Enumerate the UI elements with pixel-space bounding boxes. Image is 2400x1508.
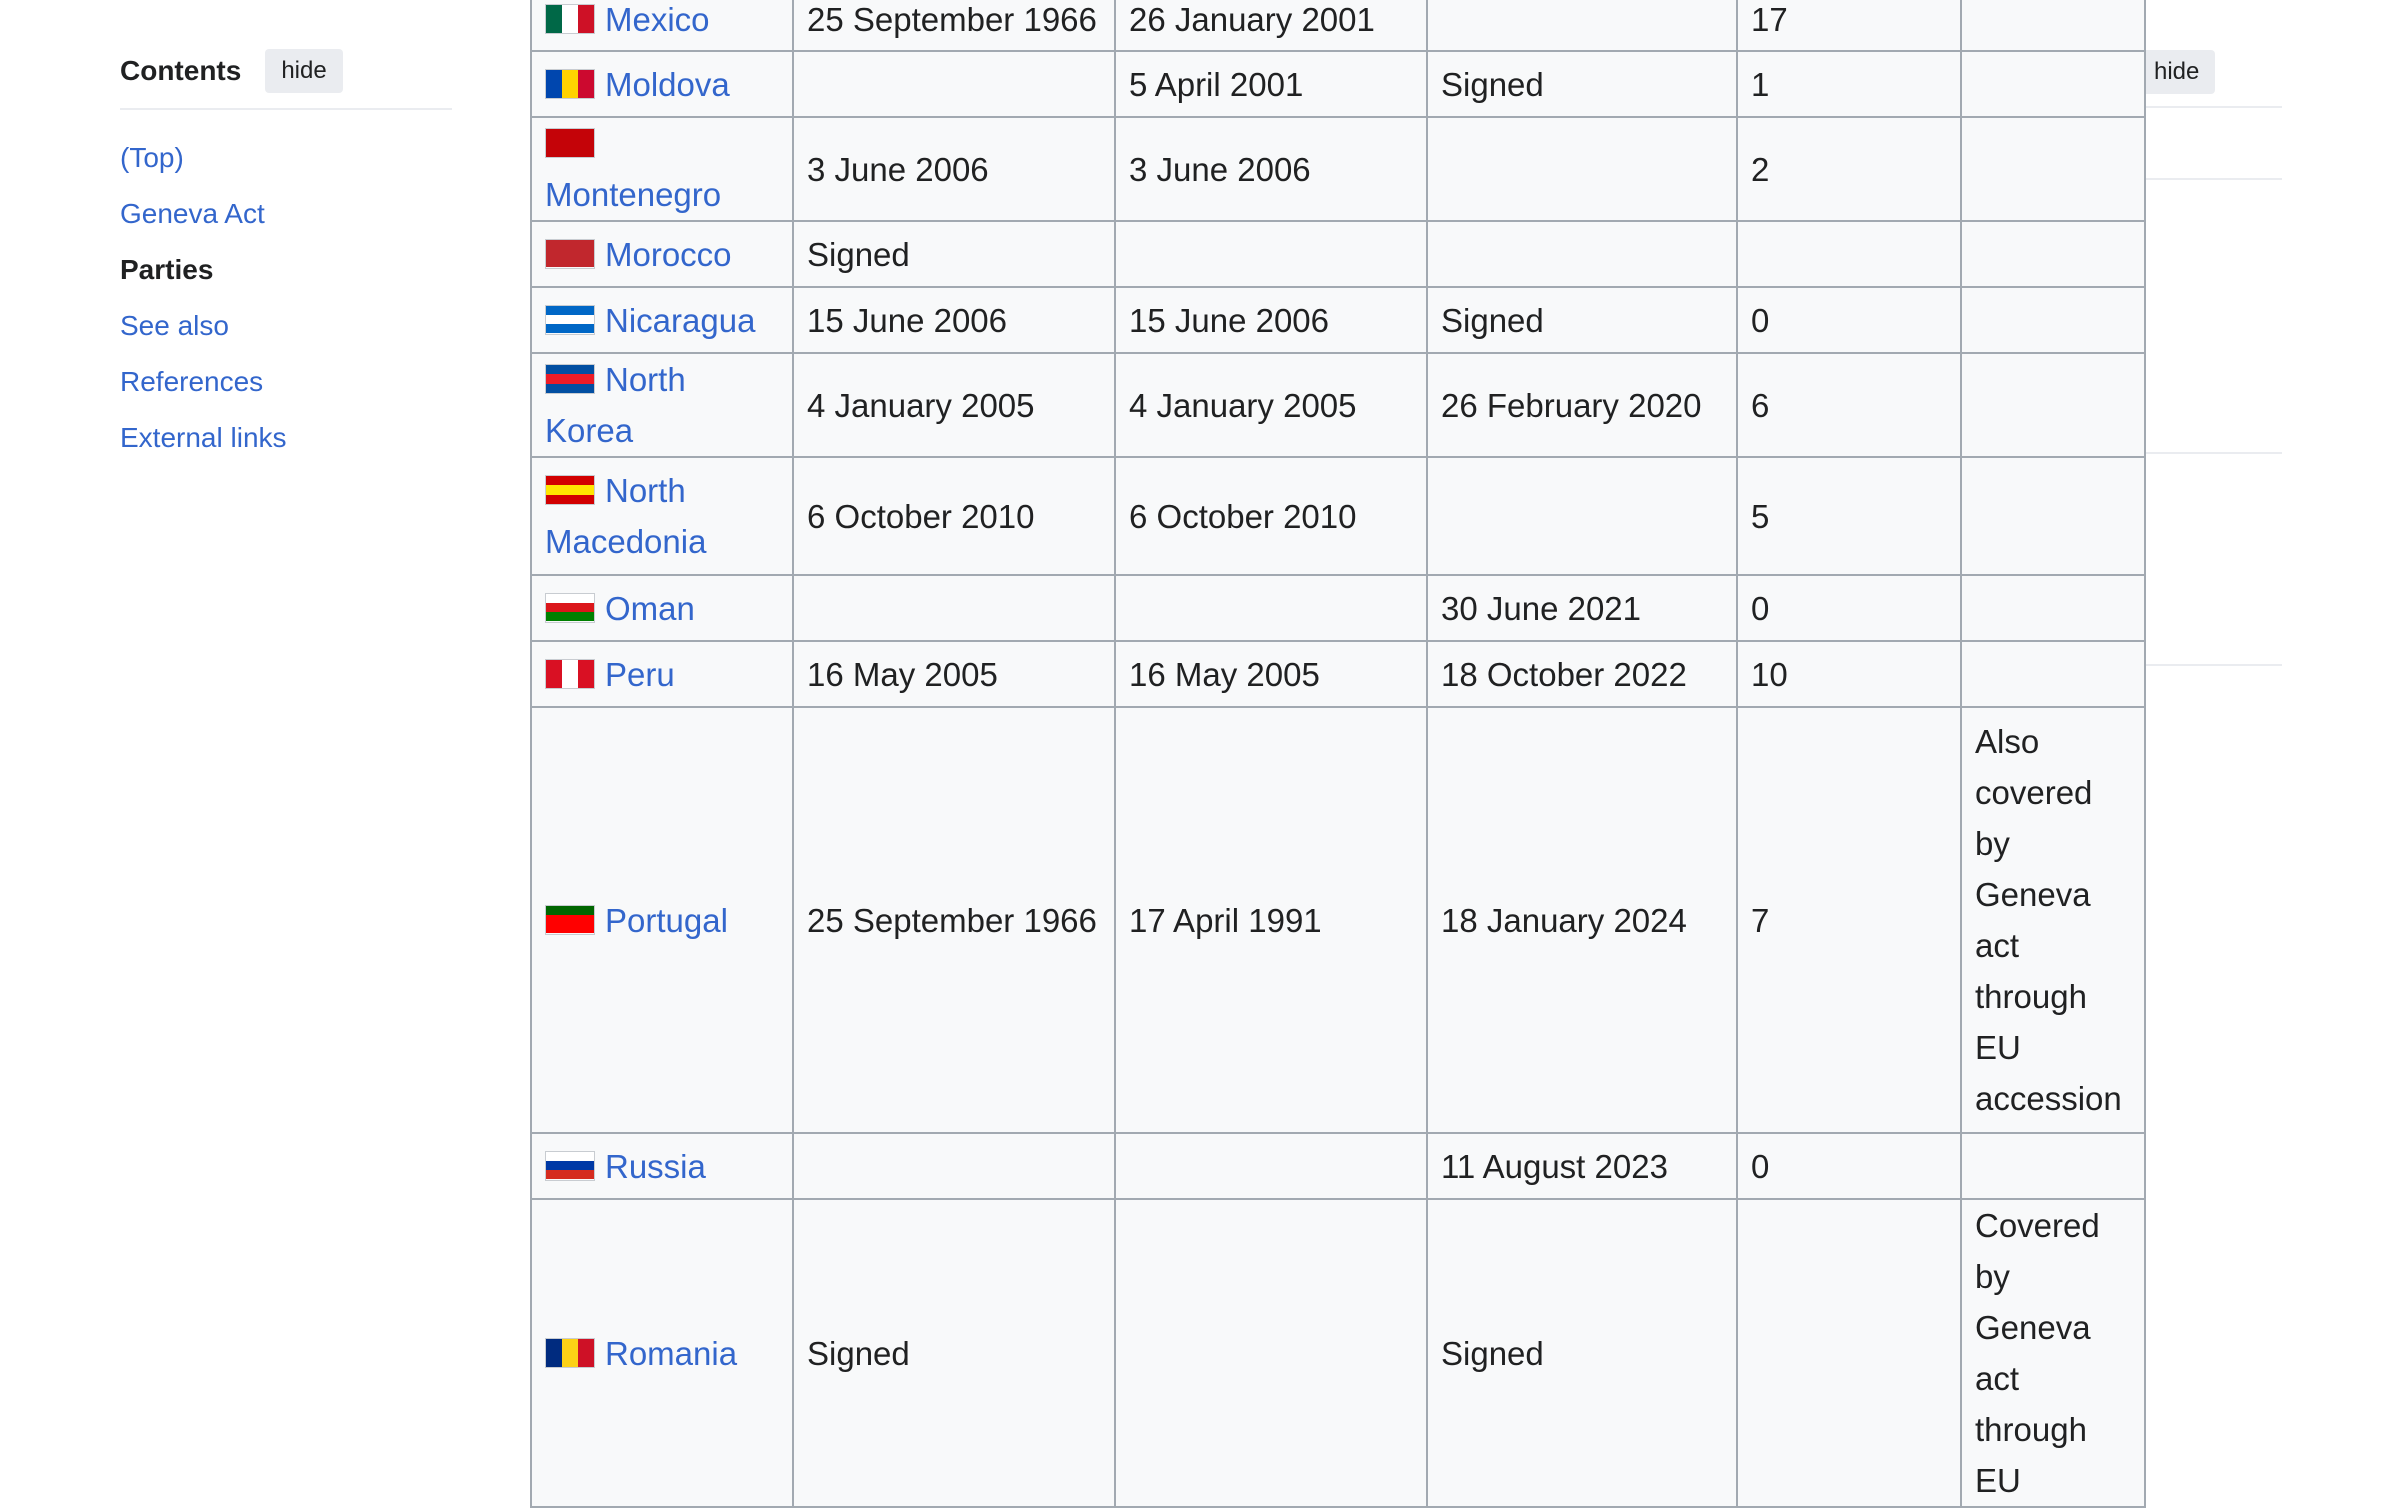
flag-icon <box>545 905 595 935</box>
table-row <box>531 707 2145 1133</box>
flag-icon <box>545 475 595 505</box>
toc-list <box>120 130 452 466</box>
country-link[interactable]: Portugal <box>605 901 728 939</box>
tools-hide-button[interactable]: hide <box>2138 50 2215 94</box>
toc-item-top[interactable]: (Top) <box>120 142 184 173</box>
cell-text: 0 <box>1751 589 1770 627</box>
table-cell <box>793 221 1115 287</box>
table-cell <box>1115 287 1427 353</box>
cell-text: 26 February 2020 <box>1441 386 1702 424</box>
table-cell <box>1961 51 2145 117</box>
country-link[interactable]: Moldova <box>605 65 730 103</box>
flag-icon <box>545 4 595 34</box>
table-cell <box>1115 117 1427 221</box>
flag-icon <box>545 659 595 689</box>
toc-item-external-links[interactable]: External links <box>120 422 287 453</box>
cell-text: Signed <box>807 235 910 273</box>
cell-text: 16 May 2005 <box>1129 655 1320 693</box>
flag-icon <box>545 305 595 335</box>
country-link[interactable]: Peru <box>605 655 675 693</box>
toc-item-geneva-act[interactable]: Geneva Act <box>120 198 265 229</box>
table-cell <box>1737 1199 1961 1507</box>
flag-icon <box>545 128 595 158</box>
country-cell <box>531 353 793 457</box>
cell-text: 11 August 2023 <box>1441 1147 1668 1185</box>
table-cell <box>1961 575 2145 641</box>
table-cell <box>1737 221 1961 287</box>
table-of-contents <box>120 46 452 466</box>
table-cell <box>1427 353 1737 457</box>
table-cell <box>1737 575 1961 641</box>
cell-text: 5 <box>1751 497 1770 535</box>
table-cell <box>1427 1133 1737 1199</box>
cell-text: 0 <box>1751 1147 1770 1185</box>
cell-text: 6 <box>1751 386 1770 424</box>
table-cell <box>1115 1133 1427 1199</box>
cell-text: 17 <box>1751 0 1788 38</box>
table-cell <box>1737 353 1961 457</box>
flag-icon <box>545 69 595 99</box>
flag-icon <box>545 364 595 394</box>
cell-text: 25 September 1966 <box>807 901 1097 939</box>
country-link[interactable]: Nicaragua <box>605 301 756 339</box>
table-row <box>531 221 2145 287</box>
country-cell <box>531 707 793 1133</box>
table-cell <box>1737 707 1961 1133</box>
cell-text: 5 April 2001 <box>1129 65 1304 103</box>
country-link[interactable]: Oman <box>605 589 695 627</box>
toc-title: Contents <box>120 55 242 86</box>
cell-text: 25 September 1966 <box>807 0 1097 38</box>
cell-text: Covered by Geneva act through EU <box>1975 1207 2100 1499</box>
table-cell <box>1427 457 1737 575</box>
cell-text: 0 <box>1751 301 1770 339</box>
table-cell <box>793 117 1115 221</box>
table-cell <box>1115 707 1427 1133</box>
table-cell <box>1427 575 1737 641</box>
table-cell <box>1427 51 1737 117</box>
table-row <box>531 1133 2145 1199</box>
cell-text: 4 January 2005 <box>807 386 1035 424</box>
table-cell <box>793 1133 1115 1199</box>
country-cell <box>531 457 793 575</box>
cell-text: Signed <box>807 1334 910 1372</box>
cell-text: 6 October 2010 <box>807 497 1035 535</box>
table-cell <box>1115 457 1427 575</box>
table-cell <box>1961 1199 2145 1507</box>
table-row <box>531 457 2145 575</box>
table-cell <box>1427 0 1737 51</box>
table-cell <box>1115 641 1427 707</box>
table-cell <box>1961 457 2145 575</box>
table-cell <box>1737 51 1961 117</box>
table-cell <box>793 287 1115 353</box>
cell-text: 18 October 2022 <box>1441 655 1687 693</box>
table-cell <box>1115 51 1427 117</box>
flag-icon <box>545 1151 595 1181</box>
country-cell <box>531 1133 793 1199</box>
cell-text: 4 January 2005 <box>1129 386 1357 424</box>
cell-text: 2 <box>1751 150 1770 188</box>
table-cell <box>1961 287 2145 353</box>
table-row <box>531 0 2145 51</box>
cell-text: 26 January 2001 <box>1129 0 1375 38</box>
country-cell <box>531 0 793 51</box>
table-row <box>531 575 2145 641</box>
table-cell <box>1961 0 2145 51</box>
toc-item-see-also[interactable]: See also <box>120 310 229 341</box>
cell-text: 1 <box>1751 65 1770 103</box>
cell-text: 16 May 2005 <box>807 655 998 693</box>
table-row <box>531 51 2145 117</box>
table-cell <box>1961 221 2145 287</box>
flag-icon <box>545 593 595 623</box>
table-cell <box>1961 353 2145 457</box>
country-cell <box>531 287 793 353</box>
cell-text: Signed <box>1441 1334 1544 1372</box>
cell-text: Signed <box>1441 301 1544 339</box>
sidebar-divider <box>2128 106 2282 108</box>
table-cell <box>1737 1133 1961 1199</box>
cell-text: 3 June 2006 <box>807 150 989 188</box>
country-link[interactable]: Morocco <box>605 235 732 273</box>
country-cell <box>531 1199 793 1507</box>
table-row <box>531 1199 2145 1507</box>
table-cell <box>1427 287 1737 353</box>
table-cell <box>1737 0 1961 51</box>
table-cell <box>1427 1199 1737 1507</box>
table-cell <box>1115 1199 1427 1507</box>
table-row <box>531 641 2145 707</box>
table-cell <box>793 0 1115 51</box>
table-cell <box>1115 0 1427 51</box>
cell-text: 15 June 2006 <box>1129 301 1330 339</box>
toc-header <box>120 46 452 110</box>
country-cell <box>531 51 793 117</box>
country-link[interactable]: Romania <box>605 1334 738 1372</box>
toc-item-references[interactable]: References <box>120 366 264 397</box>
table-cell <box>1737 117 1961 221</box>
table-cell <box>793 641 1115 707</box>
country-cell <box>531 221 793 287</box>
country-link[interactable]: North Macedonia <box>545 472 707 560</box>
table-cell <box>1961 707 2145 1133</box>
cell-text: Signed <box>1441 65 1544 103</box>
cell-text: 10 <box>1751 655 1788 693</box>
table-cell <box>1737 457 1961 575</box>
country-cell <box>531 575 793 641</box>
table-cell <box>1961 641 2145 707</box>
table-cell <box>793 1199 1115 1507</box>
toc-item-parties[interactable]: Parties <box>120 254 214 285</box>
table-cell <box>793 51 1115 117</box>
table-cell <box>793 575 1115 641</box>
table-cell <box>1427 221 1737 287</box>
cell-text: 17 April 1991 <box>1129 901 1322 939</box>
table-cell <box>1427 117 1737 221</box>
table-cell <box>1961 1133 2145 1199</box>
sidebar-divider <box>2128 452 2282 454</box>
flag-icon <box>545 1338 595 1368</box>
table-cell <box>1115 575 1427 641</box>
country-cell <box>531 641 793 707</box>
table-row <box>531 287 2145 353</box>
country-link[interactable]: North Korea <box>545 361 686 449</box>
country-link[interactable]: Russia <box>605 1147 706 1185</box>
cell-text: 6 October 2010 <box>1129 497 1357 535</box>
sidebar-divider <box>2128 178 2282 180</box>
toc-hide-button[interactable]: hide <box>265 49 342 93</box>
parties-table <box>530 0 2146 1508</box>
cell-text: Also covered by Geneva act through EU accession <box>1975 723 2122 1117</box>
flag-icon <box>545 239 595 269</box>
table-cell <box>1115 353 1427 457</box>
table-cell <box>793 707 1115 1133</box>
table-cell <box>1961 117 2145 221</box>
country-link[interactable]: Montenegro <box>545 176 722 213</box>
cell-text: 18 January 2024 <box>1441 901 1687 939</box>
sidebar-divider <box>2128 664 2282 666</box>
table-cell <box>793 353 1115 457</box>
cell-text: 15 June 2006 <box>807 301 1008 339</box>
table-cell <box>1427 707 1737 1133</box>
cell-text: 3 June 2006 <box>1129 150 1311 188</box>
table-cell <box>793 457 1115 575</box>
cell-text: 30 June 2021 <box>1441 589 1642 627</box>
table-cell <box>1115 221 1427 287</box>
table-row <box>531 117 2145 221</box>
table-row <box>531 353 2145 457</box>
table-cell <box>1737 641 1961 707</box>
country-cell <box>531 117 793 221</box>
table-cell <box>1427 641 1737 707</box>
country-link[interactable]: Mexico <box>605 0 710 38</box>
table-cell <box>1737 287 1961 353</box>
cell-text: 7 <box>1751 901 1770 939</box>
